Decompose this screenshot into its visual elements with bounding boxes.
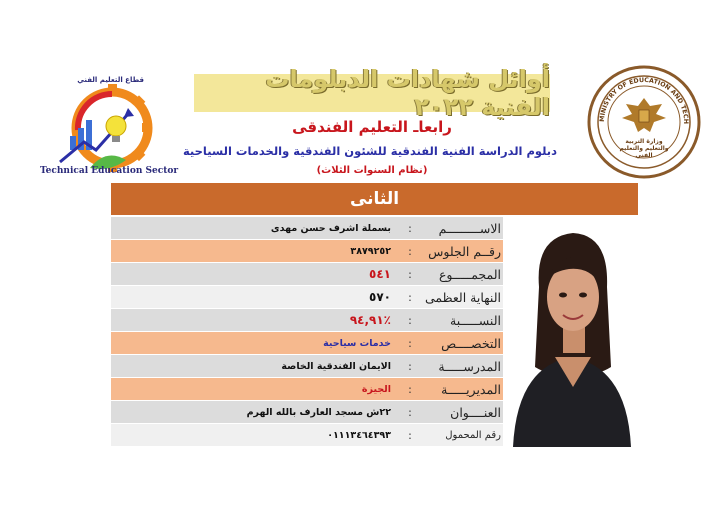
specialization-label: التخصــــص: [441, 335, 501, 351]
mobile-label: رقم المحمول: [445, 429, 501, 441]
address-value: ٢٢ش مسجد العارف بالله الهرم: [246, 406, 391, 418]
student-photo: [505, 217, 638, 447]
max-score-value: ٥٧٠: [369, 290, 391, 304]
max-score-label: النهاية العظمى: [425, 289, 501, 305]
left-logo-caption: Technical Education Sector: [40, 166, 179, 176]
student-info-table: [111, 217, 503, 447]
row-max-score: [111, 286, 503, 309]
diploma-description: دبلوم الدراسة الفنية الفندقية للشئون الفندقية والخدمات السياحية: [182, 144, 558, 158]
address-label: العنــــوان: [450, 404, 501, 420]
seal-outer-text: MINISTRY OF EDUCATION AND TECH: [598, 76, 690, 125]
specialization-value: خدمات سياحية: [323, 337, 391, 349]
technical-education-sector-logo: [50, 70, 162, 180]
colon: :: [408, 313, 412, 327]
row-name: [111, 217, 503, 240]
percentage-value: ٪٩٤,٩١: [349, 313, 391, 327]
name-label: الاســـــــــم: [438, 220, 501, 236]
colon: :: [408, 428, 412, 442]
school-label: المدرســـــة: [438, 358, 501, 374]
colon: :: [408, 267, 412, 281]
colon: :: [408, 382, 412, 396]
directorate-value: الجيزة: [361, 383, 391, 395]
colon: :: [408, 336, 412, 350]
colon: :: [408, 359, 412, 373]
row-address: [111, 401, 503, 424]
percentage-label: النســـــبة: [450, 312, 501, 328]
row-seat-number: [111, 240, 503, 263]
ministry-of-education-seal: [586, 64, 702, 180]
seal-inner-arabic-text: وزارة التربية والتعليم والتعليم الفني: [619, 138, 669, 159]
row-mobile: [111, 424, 503, 447]
school-value: الايمان الفندقية الخاصة: [281, 360, 391, 372]
row-total: [111, 263, 503, 286]
colon: :: [408, 221, 412, 235]
seat-number-label: رقــم الجلوس: [428, 243, 501, 259]
colon: :: [408, 244, 412, 258]
name-value: بسملة اشرف حسن مهدى: [270, 222, 391, 234]
total-label: المجمـــــوع: [438, 266, 501, 282]
seat-number-value: ٣٨٧٩٢٥٢: [350, 245, 391, 257]
left-logo-arabic-text: قطاع التعليم الفني: [77, 76, 144, 84]
colon: :: [408, 405, 412, 419]
row-specialization: [111, 332, 503, 355]
system-note: (نظام السنوات الثلاث): [316, 165, 428, 176]
row-school: [111, 355, 503, 378]
page-title: أوائل شهادات الدبلومات الفنية ٢٠٢٢: [194, 74, 550, 112]
mobile-value: ٠١١١٣٤٦٤٣٩٣: [327, 429, 391, 441]
sector-subtitle: رابعاـ التعليم الفندقى: [292, 118, 452, 136]
rank-header: الثانى: [111, 183, 638, 215]
row-directorate: [111, 378, 503, 401]
total-value: ٥٤١: [369, 267, 391, 281]
directorate-label: المديريـــــة: [441, 381, 501, 397]
colon: :: [408, 290, 412, 304]
row-percentage: [111, 309, 503, 332]
